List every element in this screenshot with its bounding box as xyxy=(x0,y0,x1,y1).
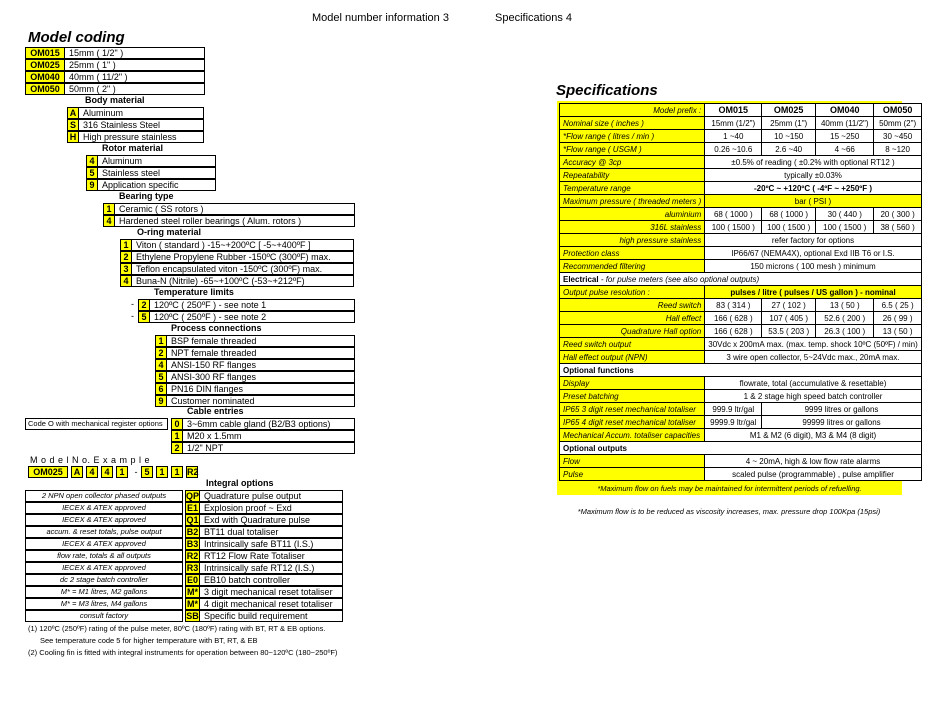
option-description: 120ºC ( 250ºF ) - see note 2 xyxy=(150,311,355,323)
option-code: B3 xyxy=(186,539,199,549)
spec-label: Nominal size ( inches ) xyxy=(560,117,705,130)
option-description: Exd with Quadrature pulse xyxy=(200,514,343,526)
spec-cell: 68 ( 1000 ) xyxy=(762,208,816,221)
spec-cell: 3 wire open collector, 5~24Vdc max., 20mA max. xyxy=(705,351,921,364)
option-description: Teflon encapsulated viton -150ºC (300ºF) max. xyxy=(132,263,354,275)
spec-label: Reed switch xyxy=(560,299,705,312)
spec-label: Protection class xyxy=(560,247,705,260)
spec-cell: 53.5 ( 203 ) xyxy=(762,325,816,338)
spec-label: IP65 4 digit reset mechanical totaliser xyxy=(560,416,705,429)
section-heading: Temperature limits xyxy=(154,287,234,297)
spec-cell: typically ±0.03% xyxy=(705,169,921,182)
option-code: 3 xyxy=(120,263,132,275)
section-heading: Cable entries xyxy=(187,406,244,416)
example-code: A xyxy=(71,466,83,478)
option-row xyxy=(86,155,216,167)
model-col: OM040 xyxy=(816,104,874,117)
example-code: 1 xyxy=(156,466,168,478)
spec-cell: 6.5 ( 25 ) xyxy=(874,299,921,312)
option-row xyxy=(120,275,354,287)
spec-cell: 150 microns ( 100 mesh ) minimum xyxy=(705,260,921,273)
spec-cell: pulses / litre ( pulses / US gallon ) - nominal xyxy=(705,286,921,299)
spec-cell: 52.6 ( 200 ) xyxy=(816,312,874,325)
option-description: 120ºC ( 250ºF ) - see note 1 xyxy=(150,299,355,311)
spec-cell: 13 ( 50 ) xyxy=(816,299,874,312)
option-description: Ceramic ( SS rotors ) xyxy=(115,203,355,215)
option-description: Intrinsically safe RT12 (I.S.) xyxy=(200,562,343,574)
option-code: 1 xyxy=(120,239,132,251)
option-description: 40mm ( 11/2" ) xyxy=(65,71,205,83)
example-code: 1 xyxy=(171,466,183,478)
spec-label: Hall effect xyxy=(560,312,705,325)
model-col: OM050 xyxy=(874,104,921,117)
option-row xyxy=(185,562,343,574)
spec-cell: 20 ( 300 ) xyxy=(874,208,921,221)
spec-cell: flowrate, total (accumulative & resettable) xyxy=(705,377,921,390)
model-example xyxy=(28,466,201,478)
spec-cell: ±0.5% of reading ( ±0.2% with optional RT12 ) xyxy=(705,156,921,169)
option-code: M* xyxy=(187,587,198,597)
example-code: - xyxy=(134,467,138,477)
option-code: 2 xyxy=(155,347,167,359)
option-code: 1 xyxy=(103,203,115,215)
spec-cell: 15 ~250 xyxy=(816,130,874,143)
option-row xyxy=(185,490,343,502)
spec-cell: 99999 litres or gallons xyxy=(762,416,921,429)
section-heading: Process connections xyxy=(171,323,262,333)
option-description: 15mm ( 1/2" ) xyxy=(65,47,205,59)
spec-cell: 30Vdc x 200mA max. (max. temp. shock 10ºC (50ºF) / min) xyxy=(705,338,921,351)
option-row xyxy=(185,538,343,550)
option-code: M* xyxy=(187,599,198,609)
option-row xyxy=(185,526,343,538)
specifications-title: Specifications xyxy=(556,82,658,99)
option-code: OM050 xyxy=(25,83,65,95)
spec-cell: 100 ( 1500 ) xyxy=(762,221,816,234)
spec-label: Preset batching xyxy=(560,390,705,403)
option-code: R3 xyxy=(186,563,199,573)
section-heading: Integral options xyxy=(206,478,274,488)
spec-cell: 26.3 ( 100 ) xyxy=(816,325,874,338)
page-header-right: Specifications 4 xyxy=(495,12,573,24)
spec-label: aluminium xyxy=(560,208,705,221)
spec-cell: 999.9 ltr/gal xyxy=(705,403,762,416)
option-row xyxy=(185,502,343,514)
spec-cell: 30 ~450 xyxy=(874,130,921,143)
option-code: OM025 xyxy=(25,59,65,71)
option-row xyxy=(67,131,204,143)
option-row xyxy=(86,179,216,191)
electrical-label: Electrical xyxy=(563,274,599,284)
spec-cell: IP66/67 (NEMA4X), optional Exd IIB T6 or I.S. xyxy=(705,247,921,260)
option-row xyxy=(171,418,355,430)
model-col: OM015 xyxy=(705,104,762,117)
option-description: M20 x 1.5mm xyxy=(183,430,355,442)
model-col: OM025 xyxy=(762,104,816,117)
option-description: Buna-N (Nitrile) -65~+100ºC (-53~+212ºF) xyxy=(132,275,354,287)
spec-cell: 100 ( 1500 ) xyxy=(816,221,874,234)
integral-note: M* = M3 litres, M4 gallons xyxy=(25,598,183,610)
spec-label: Temperature range xyxy=(560,182,705,195)
dash-marker: - xyxy=(131,311,134,321)
electrical-note: - for pulse meters (see also optional outputs) xyxy=(600,274,760,284)
option-code: 6 xyxy=(155,383,167,395)
option-row xyxy=(155,347,355,359)
integral-note: 2 NPN open collector phased outputs xyxy=(25,490,183,502)
footnote: (1) 120ºC (250ºF) rating of the pulse meter, 80ºC (180ºF) rating with BT, RT & EB options. xyxy=(28,624,326,633)
option-description: ANSI-150 RF flanges xyxy=(167,359,355,371)
footnote: (2) Cooling fin is fitted with integral instruments for operation between 80~120ºC (180~250ºF) xyxy=(28,648,338,657)
option-row xyxy=(185,598,343,610)
spec-label: Pulse xyxy=(560,468,705,481)
option-code: 5 xyxy=(138,311,150,323)
option-description: Viton ( standard ) -15~+200ºC [ -5~+400ºF ] xyxy=(132,239,354,251)
option-description: Explosion proof ~ Exd xyxy=(200,502,343,514)
spec-cell: 27 ( 102 ) xyxy=(762,299,816,312)
option-code: OM015 xyxy=(25,47,65,59)
option-row xyxy=(155,371,355,383)
spec-cell: 8 ~120 xyxy=(874,143,921,156)
spec-cell: 38 ( 560 ) xyxy=(874,221,921,234)
option-row xyxy=(185,610,343,622)
spec-label: Output pulse resolution : xyxy=(560,286,705,299)
option-row xyxy=(155,383,355,395)
option-description: 50mm ( 2" ) xyxy=(65,83,205,95)
option-code: OM040 xyxy=(25,71,65,83)
option-description: 1/2" NPT xyxy=(183,442,355,454)
option-description: Hardened steel roller bearings ( Alum. rotors ) xyxy=(115,215,355,227)
example-code: OM025 xyxy=(28,466,68,478)
spec-cell: 68 ( 1000 ) xyxy=(705,208,762,221)
spec-cell: 0.26 ~10.6 xyxy=(705,143,762,156)
model-coding-title: Model coding xyxy=(28,29,125,46)
integral-note: IECEX & ATEX approved xyxy=(25,502,183,514)
option-row xyxy=(185,574,343,586)
option-description: Customer nominated xyxy=(167,395,355,407)
cable-code-note: Code O with mechanical register options xyxy=(25,418,168,430)
option-row xyxy=(120,263,354,275)
option-row xyxy=(185,550,343,562)
option-row xyxy=(120,251,354,263)
spec-note: *Maximum flow is to be reduced as viscosity increases, max. pressure drop 100Kpa (15psi) xyxy=(577,507,881,516)
option-row xyxy=(138,299,355,311)
dash-marker: - xyxy=(131,299,134,309)
footnote: See temperature code 5 for higher temperature with BT, RT, & EB xyxy=(40,636,258,645)
option-code: H xyxy=(67,131,79,143)
option-code: SB xyxy=(186,611,199,621)
spec-label: Maximum pressure ( threaded meters ) xyxy=(560,195,705,208)
option-row xyxy=(25,71,205,83)
integral-note: consult factory xyxy=(25,610,183,622)
spec-note: *Maximum flow on fuels may be maintained for intermittent periods of refuelling. xyxy=(597,484,862,493)
option-code: 2 xyxy=(138,299,150,311)
spec-label: *Flow range ( litres / min ) xyxy=(560,130,705,143)
integral-note: IECEX & ATEX approved xyxy=(25,562,183,574)
section-heading: Rotor material xyxy=(102,143,164,153)
option-description: Application specific xyxy=(98,179,216,191)
option-row xyxy=(185,514,343,526)
option-description: BT11 dual totaliser xyxy=(200,526,343,538)
option-row xyxy=(138,311,355,323)
spec-label: Recommended filtering xyxy=(560,260,705,273)
option-description: 316 Stainless Steel xyxy=(79,119,204,131)
spec-cell: 30 ( 440 ) xyxy=(816,208,874,221)
section-heading: Bearing type xyxy=(119,191,174,201)
spec-cell: 1 & 2 stage high speed batch controller xyxy=(705,390,921,403)
spec-cell: 1 ~40 xyxy=(705,130,762,143)
option-description: RT12 Flow Rate Totaliser xyxy=(200,550,343,562)
option-description: ANSI-300 RF flanges xyxy=(167,371,355,383)
option-code: 4 xyxy=(86,155,98,167)
integral-note: M* = M1 litres, M2 gallons xyxy=(25,586,183,598)
option-code: 4 xyxy=(155,359,167,371)
spec-cell: scaled pulse (programmable) , pulse amplifier xyxy=(705,468,921,481)
option-code: 4 xyxy=(103,215,115,227)
spec-cell: -20ºC ~ +120ºC ( -4ºF ~ +250ºF ) xyxy=(705,182,921,195)
spec-cell: 9999 litres or gallons xyxy=(762,403,921,416)
option-code: 5 xyxy=(155,371,167,383)
option-description: BSP female threaded xyxy=(167,335,355,347)
option-code: 0 xyxy=(171,418,183,430)
spec-cell: 40mm (11/2") xyxy=(816,117,874,130)
option-code: 9 xyxy=(155,395,167,407)
option-row xyxy=(25,59,205,71)
option-code: E0 xyxy=(186,575,198,585)
example-code: 4 xyxy=(86,466,98,478)
spec-label: Display xyxy=(560,377,705,390)
option-description: Ethylene Propylene Rubber -150ºC (300ºF) max. xyxy=(132,251,354,263)
specifications-table xyxy=(557,101,918,495)
spec-cell: 100 ( 1500 ) xyxy=(705,221,762,234)
option-code: R2 xyxy=(186,551,199,561)
option-code: 2 xyxy=(171,442,183,454)
integral-note: accum. & reset totals, pulse output xyxy=(25,526,183,538)
option-description: 3~6mm cable gland (B2/B3 options) xyxy=(183,418,355,430)
option-description: Stainless steel xyxy=(98,167,216,179)
example-code: R2 xyxy=(187,467,199,477)
option-description: PN16 DIN flanges xyxy=(167,383,355,395)
example-title: M o d e l N o. E x a m p l e xyxy=(30,455,151,465)
option-code: B2 xyxy=(186,527,199,537)
spec-label: Quadrature Hall option xyxy=(560,325,705,338)
option-description: Specific build requirement xyxy=(200,610,343,622)
spec-cell: 13 ( 50 ) xyxy=(874,325,921,338)
option-row xyxy=(103,203,355,215)
spec-cell: 2.6 ~40 xyxy=(762,143,816,156)
page-header-left: Model number information 3 xyxy=(312,12,449,24)
option-code: E1 xyxy=(186,503,198,513)
spec-label: Repeatability xyxy=(560,169,705,182)
spec-cell: 10 ~150 xyxy=(762,130,816,143)
option-row xyxy=(67,119,204,131)
spec-cell: 50mm (2") xyxy=(874,117,921,130)
spec-label: 316L stainless xyxy=(560,221,705,234)
spec-cell: 25mm (1") xyxy=(762,117,816,130)
option-description: 25mm ( 1" ) xyxy=(65,59,205,71)
option-row xyxy=(103,215,355,227)
option-code: 1 xyxy=(171,430,183,442)
example-code: 1 xyxy=(116,466,128,478)
spec-label: Accuracy @ 3cp xyxy=(560,156,705,169)
option-row xyxy=(67,107,204,119)
option-description: 4 digit mechanical reset totaliser xyxy=(200,598,343,610)
spec-label: *Flow range ( USGM ) xyxy=(560,143,705,156)
option-description: Aluminum xyxy=(79,107,204,119)
option-row xyxy=(171,442,355,454)
option-code: QP xyxy=(186,491,200,501)
option-row xyxy=(25,47,205,59)
spec-cell: 166 ( 628 ) xyxy=(705,312,762,325)
spec-cell: bar ( PSI ) xyxy=(705,195,921,208)
spec-label: Mechanical Accum. totaliser capacities xyxy=(560,429,705,442)
spec-cell: refer factory for options xyxy=(705,234,921,247)
option-row xyxy=(25,83,205,95)
option-description: Aluminum xyxy=(98,155,216,167)
integral-note: dc 2 stage batch controller xyxy=(25,574,183,586)
option-code: A xyxy=(67,107,79,119)
option-code: 1 xyxy=(155,335,167,347)
option-description: High pressure stainless xyxy=(79,131,204,143)
spec-label: Flow xyxy=(560,455,705,468)
spec-cell: M1 & M2 (6 digit), M3 & M4 (8 digit) xyxy=(705,429,921,442)
spec-cell: 83 ( 314 ) xyxy=(705,299,762,312)
option-code: S xyxy=(67,119,79,131)
option-code: Q1 xyxy=(186,515,199,525)
option-row xyxy=(155,395,355,407)
spec-label: IP65 3 digit reset mechanical totaliser xyxy=(560,403,705,416)
spec-label: high pressure stainless xyxy=(560,234,705,247)
spec-label: Reed switch output xyxy=(560,338,705,351)
integral-note: IECEX & ATEX approved xyxy=(25,538,183,550)
spec-cell: 26 ( 99 ) xyxy=(874,312,921,325)
integral-note: IECEX & ATEX approved xyxy=(25,514,183,526)
spec-cell: 15mm (1/2") xyxy=(705,117,762,130)
option-row xyxy=(185,586,343,598)
option-row xyxy=(155,335,355,347)
integral-note: flow rate, totals & all outputs xyxy=(25,550,183,562)
option-description: Intrinsically safe BT11 (I.S.) xyxy=(200,538,343,550)
option-row xyxy=(155,359,355,371)
section-heading: Body material xyxy=(85,95,145,105)
spec-cell: 4 ~66 xyxy=(816,143,874,156)
spec-cell: 107 ( 405 ) xyxy=(762,312,816,325)
optional-functions-heading: Optional functions xyxy=(560,364,922,377)
option-row xyxy=(86,167,216,179)
option-description: EB10 batch controller xyxy=(200,574,343,586)
option-code: 4 xyxy=(120,275,132,287)
spec-label: Hall effect output (NPN) xyxy=(560,351,705,364)
section-heading: O-ring material xyxy=(137,227,202,237)
spec-cell: 166 ( 628 ) xyxy=(705,325,762,338)
option-code: 5 xyxy=(86,167,98,179)
example-code: 5 xyxy=(141,466,153,478)
spec-cell: 4 ~ 20mA, high & low flow rate alarms xyxy=(705,455,921,468)
option-code: 2 xyxy=(120,251,132,263)
example-code: 4 xyxy=(101,466,113,478)
model-prefix-label: Model prefix : xyxy=(560,104,705,117)
spec-cell: 9999.9 ltr/gal xyxy=(705,416,762,429)
option-description: Quadrature pulse output xyxy=(200,490,343,502)
option-code: 9 xyxy=(86,179,98,191)
optional-outputs-heading: Optional outputs xyxy=(560,442,922,455)
option-row xyxy=(120,239,354,251)
option-description: 3 digit mechanical reset totaliser xyxy=(200,586,343,598)
option-row xyxy=(171,430,355,442)
option-description: NPT female threaded xyxy=(167,347,355,359)
